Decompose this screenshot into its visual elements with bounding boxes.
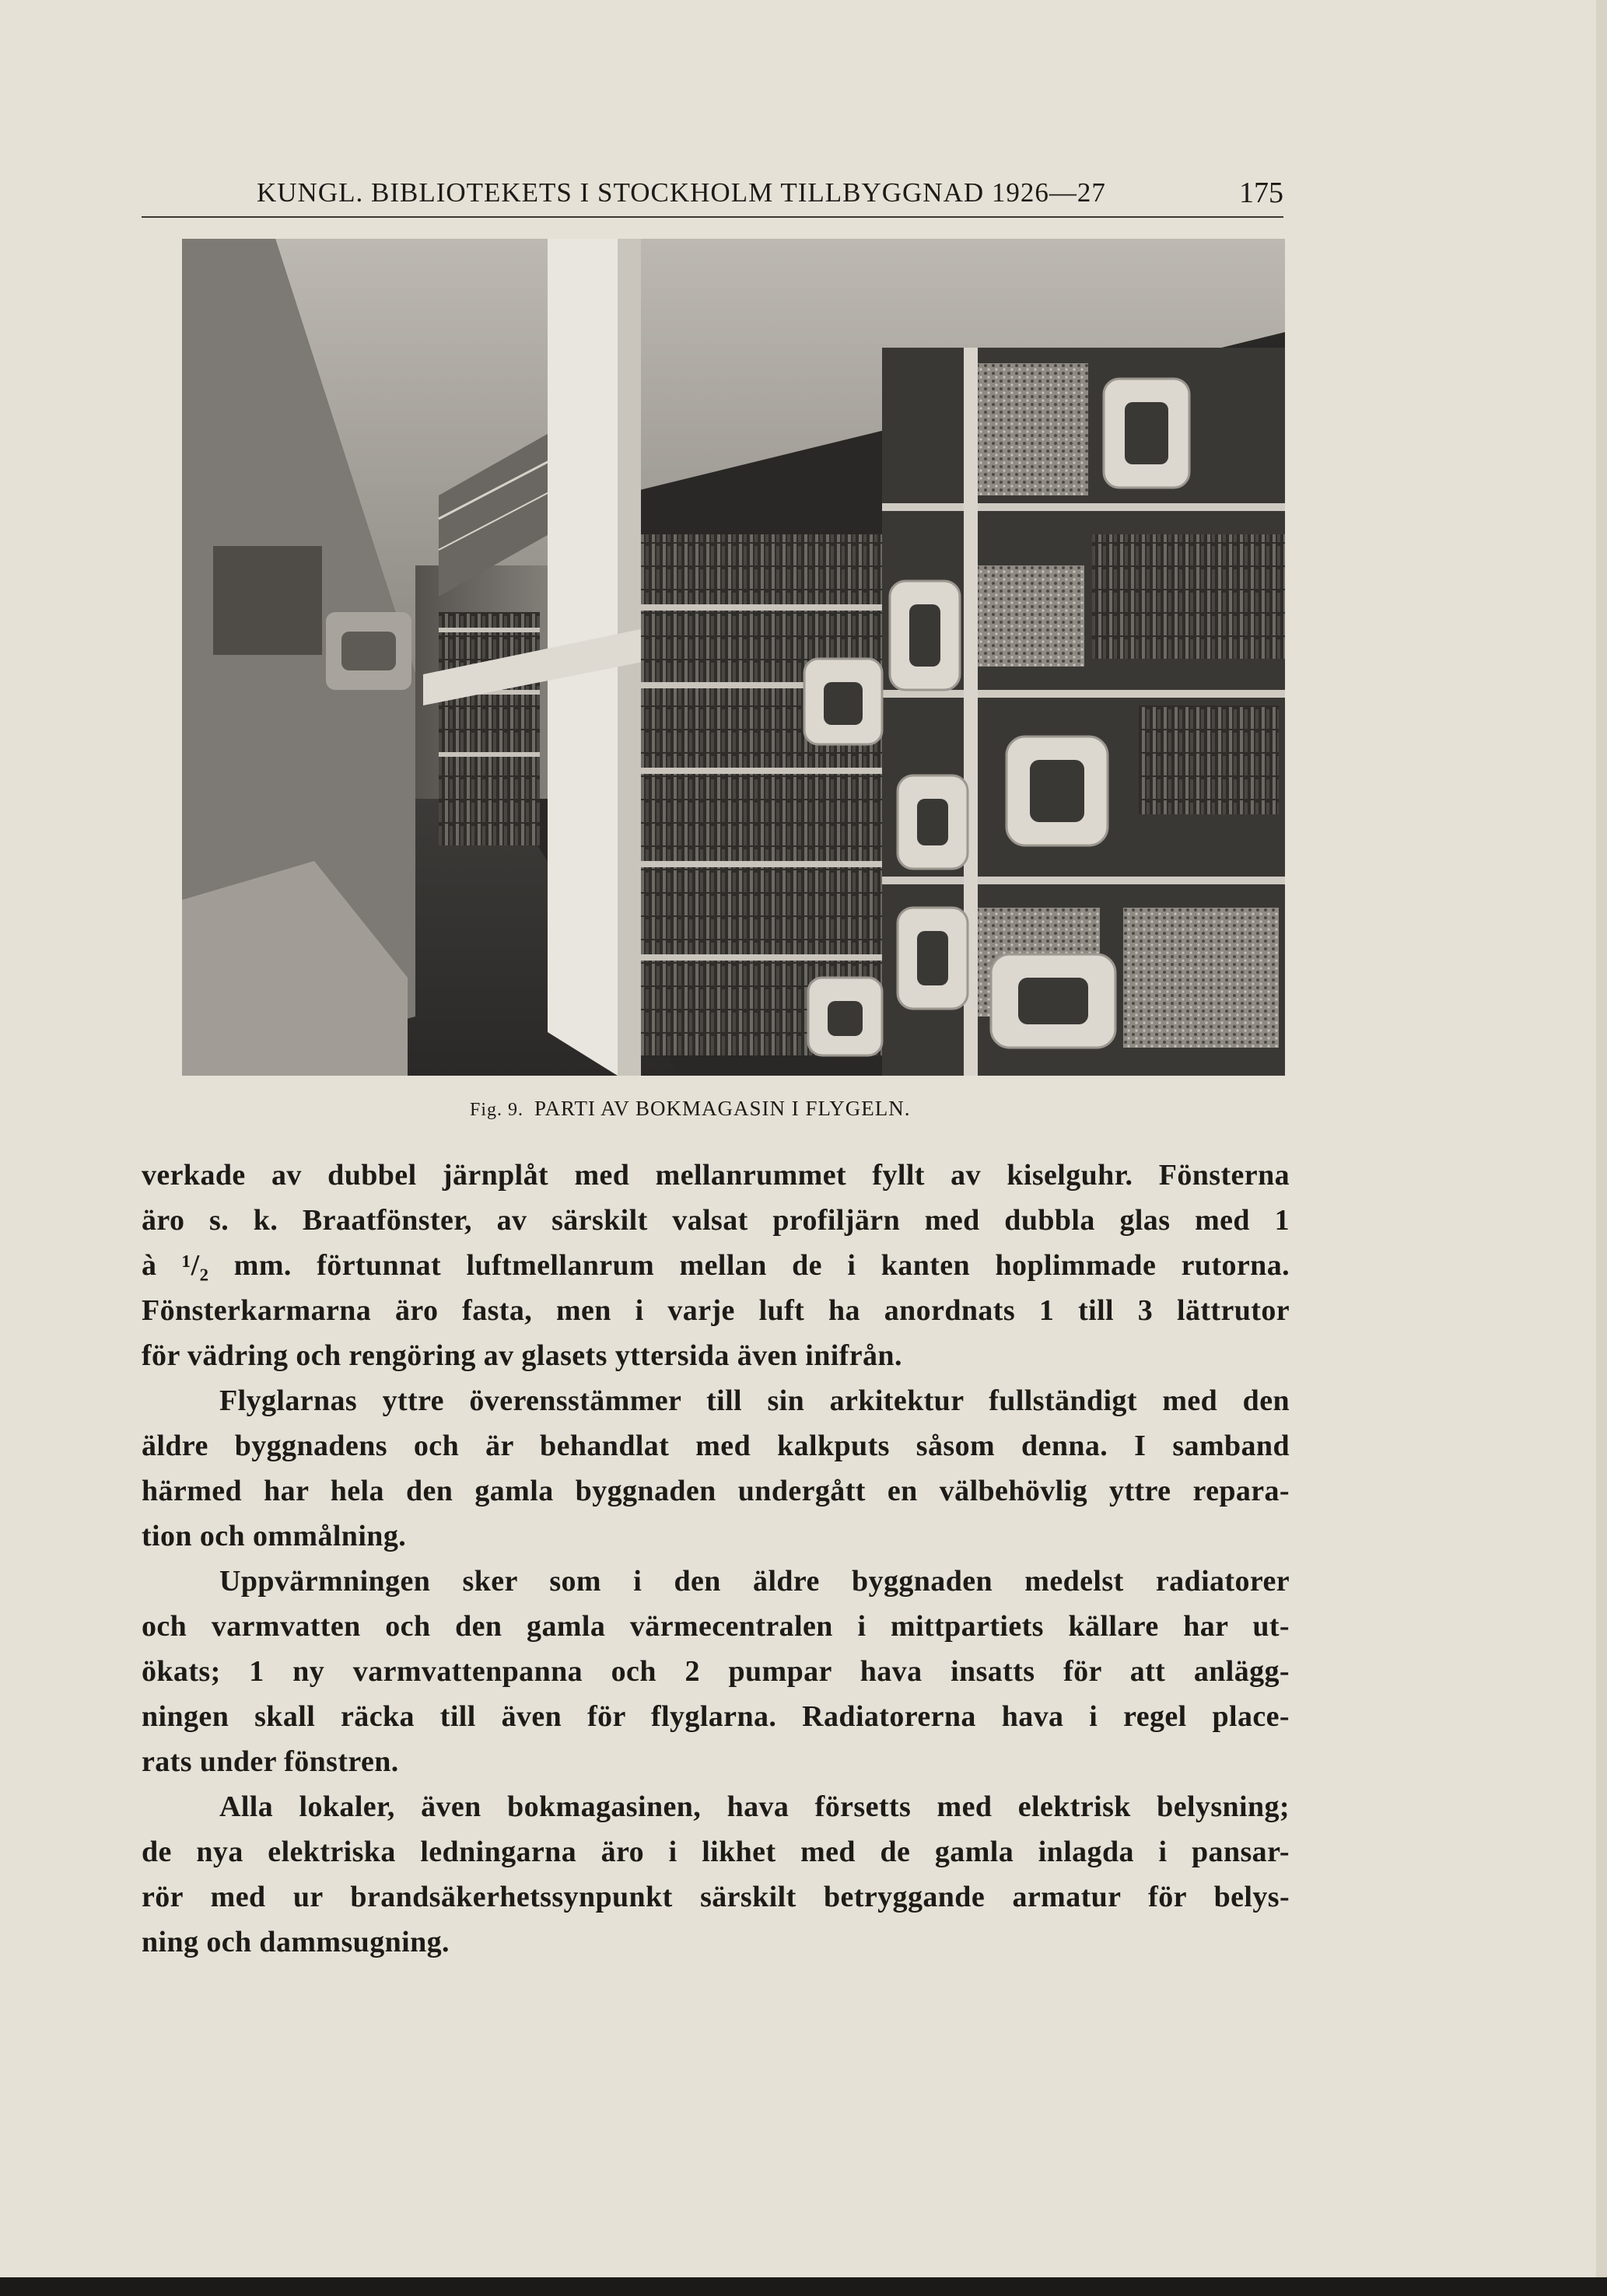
running-title: KUNGL. BIBLIOTEKETS I STOCKHOLM TILLBYGGNAD 1926—27 [257,177,1106,208]
text-line: tion och ommålning. [142,1520,407,1552]
text-line: ökats; 1 ny varmvattenpanna och 2 pumpar hava insatts för att anlägg- [142,1655,1290,1688]
library-stack-photograph [182,239,1285,1076]
figure-label: Fig. 9. [470,1100,524,1120]
text-line: de nya elektriska ledningarna äro i likhet med de gamla inlagda i pansar- [142,1836,1290,1868]
text-line: Uppvärmningen sker som i den äldre byggnaden medelst radiatorer [219,1565,1290,1598]
figure-caption-text: PARTI AV BOKMAGASIN I FLYGELN. [534,1097,911,1120]
text-line: à ¹/₂ mm. förtunnat luftmellanrum mellan de i kanten hoplimmade rutorna. [142,1249,1290,1282]
text-line: rör med ur brandsäkerhetssynpunkt särskilt betryggande armatur för belys- [142,1881,1290,1913]
text-line: Fönsterkarmarna äro fasta, men i varje luft ha anordnats 1 till 3 lättrutor [142,1294,1290,1327]
text-line: ning och dammsugning. [142,1926,450,1958]
page-bottom-edge [0,2277,1607,2296]
text-line: och varmvatten och den gamla värmecentralen i mittpartiets källare har ut- [142,1610,1290,1643]
text-line: Alla lokaler, även bokmagasinen, hava försetts med elektrisk belysning; [219,1790,1290,1823]
text-line: äro s. k. Braatfönster, av särskilt valsat profiljärn med dubbla glas med 1 [142,1204,1290,1237]
text-line: härmed har hela den gamla byggnaden undergått en välbehövlig yttre repara- [142,1475,1290,1507]
running-head [142,173,1283,218]
figure-caption [470,1097,911,1121]
text-line: för vädring och rengöring av glasets yttersida även inifrån. [142,1339,902,1372]
text-line: verkade av dubbel järnplåt med mellanrummet fyllt av kiselguhr. Fönsterna [142,1159,1290,1192]
page-number: 175 [1239,177,1283,209]
text-line: ningen skall räcka till även för flyglarna. Radiatorerna hava i regel place- [142,1700,1290,1733]
text-line: Flyglarnas yttre överensstämmer till sin arkitektur fullständigt med den [219,1384,1290,1417]
left-shelf-row [439,612,540,845]
page-edge [1596,0,1607,2296]
text-line: rats under fönstren. [142,1745,399,1778]
body-text [142,1153,1290,1965]
text-line: äldre byggnadens och är behandlat med kalkputs såsom denna. I samband [142,1430,1290,1462]
